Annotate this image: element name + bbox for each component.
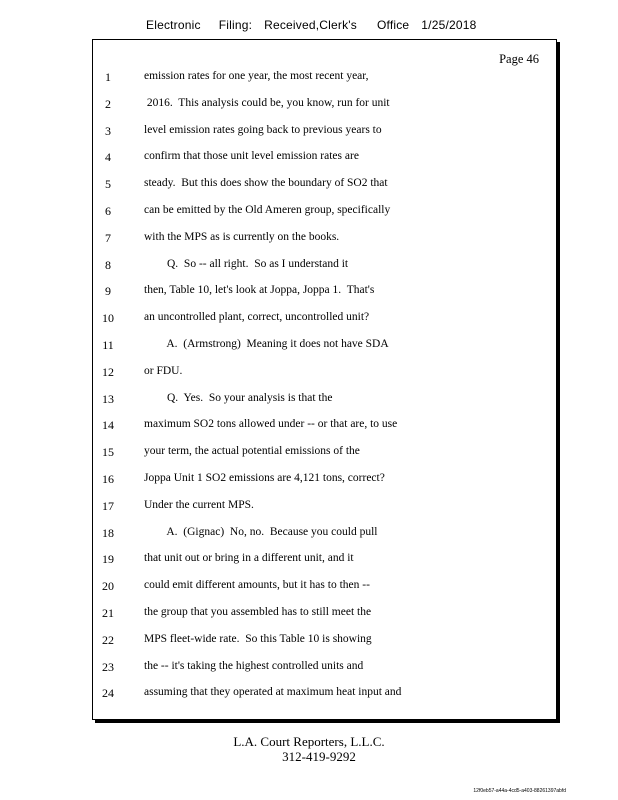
line-number: 22: [102, 632, 114, 647]
header-electronic: Electronic: [146, 18, 201, 32]
transcript-line: [93, 204, 556, 224]
line-text: steady. But this does show the boundary of SO2 that: [144, 177, 388, 190]
transcript-line: [93, 579, 556, 599]
transcript-line: [93, 686, 556, 706]
line-number: 14: [102, 418, 114, 433]
line-number: 15: [102, 445, 114, 460]
line-text: A. (Gignac) No, no. Because you could pull: [144, 525, 378, 538]
header-date: 1/25/2018: [421, 18, 477, 32]
footer-company: L.A. Court Reporters, L.L.C.: [233, 734, 385, 749]
filing-header: [146, 18, 476, 32]
line-text: assuming that they operated at maximum heat input and: [144, 686, 402, 699]
line-text: that unit out or bring in a different unit, and it: [144, 552, 354, 565]
line-number: 7: [105, 230, 111, 245]
transcript-line: [93, 124, 556, 144]
line-number: 18: [102, 525, 114, 540]
transcript-line: [93, 150, 556, 170]
line-text: the -- it's taking the highest controlled units and: [144, 659, 364, 672]
header-received: Received,Clerk's: [264, 18, 357, 32]
page-footer: [0, 734, 618, 764]
line-number: 16: [102, 472, 114, 486]
line-text: can be emitted by the Old Ameren group, specifically: [144, 204, 391, 216]
line-text: emission rates for one year, the most recent year,: [144, 70, 369, 82]
line-number: 13: [102, 391, 114, 406]
transcript-line: [93, 284, 556, 304]
line-text: level emission rates going back to previous years to: [144, 123, 382, 136]
page-number: Page 46: [499, 52, 539, 66]
line-number: 9: [105, 284, 111, 299]
transcript-line: [93, 311, 556, 331]
transcript-line: [93, 70, 556, 90]
line-text: A. (Armstrong) Meaning it does not have SDA: [144, 338, 389, 350]
line-text: then, Table 10, let's look at Joppa, Joppa 1. That's: [144, 284, 375, 297]
line-text: Q. So -- all right. So as I understand it: [144, 257, 349, 270]
transcript-line: [93, 633, 556, 653]
line-number: 10: [102, 311, 114, 326]
line-text: MPS fleet-wide rate. So this Table 10 is showing: [144, 632, 372, 645]
line-number: 19: [102, 552, 114, 567]
line-number: 11: [102, 338, 114, 352]
transcript-line: [93, 418, 556, 438]
line-number: 21: [102, 606, 114, 620]
line-text: maximum SO2 tons allowed under -- or that are, to use: [144, 418, 398, 431]
footer-phone: 312-419-9292: [282, 749, 356, 764]
transcript-line: [93, 365, 556, 385]
transcript-line: [93, 177, 556, 197]
line-number: 3: [105, 123, 111, 138]
line-text: could emit different amounts, but it has to then --: [144, 579, 370, 592]
transcript-line: [93, 258, 556, 278]
line-text: confirm that those unit level emission rates are: [144, 150, 359, 163]
transcript-line: [93, 499, 556, 519]
document-id: 12f0eb57-a44a-4cd5-a403-88261397abfd: [473, 788, 566, 794]
transcript-line: [93, 338, 556, 358]
line-number: 6: [105, 204, 111, 218]
line-number: 2: [105, 96, 111, 111]
line-text: Under the current MPS.: [144, 498, 254, 511]
transcript-line: [93, 231, 556, 251]
line-number: 1: [105, 70, 111, 84]
line-number: 4: [105, 150, 111, 165]
line-number: 12: [102, 364, 114, 379]
line-number: 24: [102, 686, 114, 701]
line-text: the group that you assembled has to still meet the: [144, 606, 372, 618]
transcript-page-frame: [92, 39, 557, 720]
transcript-line: [93, 97, 556, 117]
transcript-line: [93, 472, 556, 492]
line-number: 20: [102, 579, 114, 594]
transcript-line: [93, 660, 556, 680]
transcript-line: [93, 552, 556, 572]
line-text: Joppa Unit 1 SO2 emissions are 4,121 tons, correct?: [144, 472, 385, 484]
line-number: 17: [102, 498, 114, 513]
header-office: Office: [376, 18, 410, 32]
line-text: with the MPS as is currently on the books.: [144, 230, 340, 243]
line-number: 5: [105, 177, 111, 192]
transcript-line: [93, 526, 556, 546]
header-filing: Filing:: [218, 18, 253, 32]
line-text: Q. Yes. So your analysis is that the: [144, 391, 333, 404]
line-text: your term, the actual potential emissions of the: [144, 445, 360, 458]
line-text: or FDU.: [144, 364, 183, 377]
line-number: 23: [102, 659, 114, 674]
line-text: an uncontrolled plant, correct, uncontrolled unit?: [144, 311, 370, 324]
line-number: 8: [105, 257, 111, 272]
transcript-line: [93, 392, 556, 412]
transcript-line: [93, 606, 556, 626]
transcript-line: [93, 445, 556, 465]
line-text: 2016. This analysis could be, you know, run for unit: [144, 96, 390, 109]
